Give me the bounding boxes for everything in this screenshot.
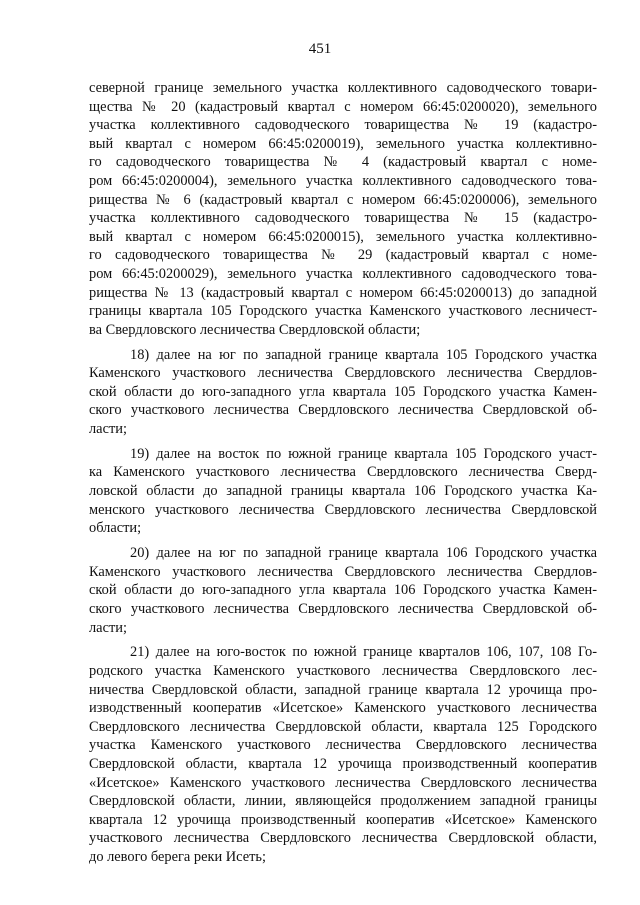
text-line: 18) далее на юг по западной границе квартала 105 Городского участка	[130, 346, 597, 363]
text-line: участка коллективного садоводческого товарищества № 15 (кадастро-	[89, 210, 597, 227]
text-line: вый квартал с номером 66:45:0200015), земельного участка коллективно-	[89, 228, 597, 245]
text-line: ласти;	[89, 619, 127, 636]
text-line: до левого берега реки Исеть;	[89, 848, 266, 865]
text-line: изводственный кооператив «Исетское» Каменского участкового лесничества	[89, 700, 597, 717]
text-line: ласти;	[89, 420, 127, 437]
text-line: участка коллективного садоводческого товарищества № 19 (кадастро-	[89, 117, 597, 134]
text-line: участкового лесничества Свердловского лесничества Свердловской области,	[89, 830, 597, 847]
paragraph-item-19	[89, 445, 597, 538]
paragraph-boundary-description	[89, 79, 597, 339]
document-body	[89, 79, 597, 867]
text-line: ничества Свердловской области, западной границе квартала 12 урочища про-	[89, 681, 597, 698]
text-line: 19) далее на восток по южной границе квартала 105 Городского участ-	[130, 445, 597, 462]
text-line: родского участка Каменского участкового лесничества Свердловского лес-	[89, 663, 597, 679]
paragraph-item-18	[89, 346, 597, 439]
text-line: Свердловской области, квартала 12 урочища производственный кооператив	[89, 755, 597, 772]
text-line: участка Каменского участкового лесничества Свердловского лесничества	[89, 737, 597, 754]
text-line: ской области до юго-западного угла квартала 106 Городского участка Камен-	[89, 582, 597, 599]
text-line: го садоводческого товарищества № 29 (кадастровый квартал с номе-	[89, 247, 597, 264]
text-line: ского участкового лесничества Свердловского лесничества Свердловской об-	[89, 402, 597, 419]
text-line: Свердловской области, линии, являющейся продолжением западной границы	[89, 793, 597, 810]
text-line: «Исетское» Каменского участкового лесничества Свердловского лесничества	[89, 774, 597, 791]
paragraph-item-21	[89, 643, 597, 866]
text-line: северной границе земельного участка коллективного садоводческого товари-	[89, 80, 597, 96]
text-line: го садоводческого товарищества № 4 (кадастровый квартал с номе-	[89, 154, 597, 171]
text-line: квартала 12 урочища производственный кооператив «Исетское» Каменского	[89, 811, 597, 828]
text-line: ром 66:45:0200029), земельного участка коллективного садоводческого това-	[89, 265, 597, 282]
text-line: ка Каменского участкового лесничества Свердловского лесничества Сверд-	[89, 464, 597, 481]
text-line: области;	[89, 520, 142, 537]
text-line: ского участкового лесничества Свердловского лесничества Свердловской об-	[89, 600, 597, 617]
paragraph-item-20	[89, 544, 597, 637]
text-line: менского участкового лесничества Свердловского лесничества Свердловской	[89, 501, 597, 518]
text-line: щества № 20 (кадастровый квартал с номером 66:45:0200020), земельного	[89, 98, 597, 115]
text-line: ром 66:45:0200004), земельного участка коллективного садоводческого това-	[89, 172, 597, 189]
text-line: Каменского участкового лесничества Свердловского лесничества Свердлов-	[89, 563, 597, 580]
text-line: рищества № 6 (кадастровый квартал с номером 66:45:0200006), земельного	[89, 191, 597, 208]
text-line: ской области до юго-западного угла квартала 105 Городского участка Камен-	[89, 383, 597, 400]
page-number: 451	[308, 41, 332, 57]
text-line: рищества № 13 (кадастровый квартал с номером 66:45:0200013) до западной	[89, 284, 597, 301]
text-line: 21) далее на юго-восток по южной границе кварталов 106, 107, 108 Го-	[130, 644, 597, 661]
text-line: 20) далее на юг по западной границе квартала 106 Городского участка	[130, 545, 597, 562]
text-line: Свердловского лесничества Свердловской области, квартала 125 Городского	[89, 718, 597, 735]
text-line: границы квартала 105 Городского участка Каменского участкового лесничест-	[89, 303, 597, 320]
text-line: вый квартал с номером 66:45:0200019), земельного участка коллективно-	[89, 135, 597, 152]
text-line: Каменского участкового лесничества Свердловского лесничества Свердлов-	[89, 365, 597, 382]
text-line: ва Свердловского лесничества Свердловской области;	[89, 321, 421, 338]
text-line: ловской области до западной границы квартала 106 Городского участка Ка-	[89, 483, 597, 500]
